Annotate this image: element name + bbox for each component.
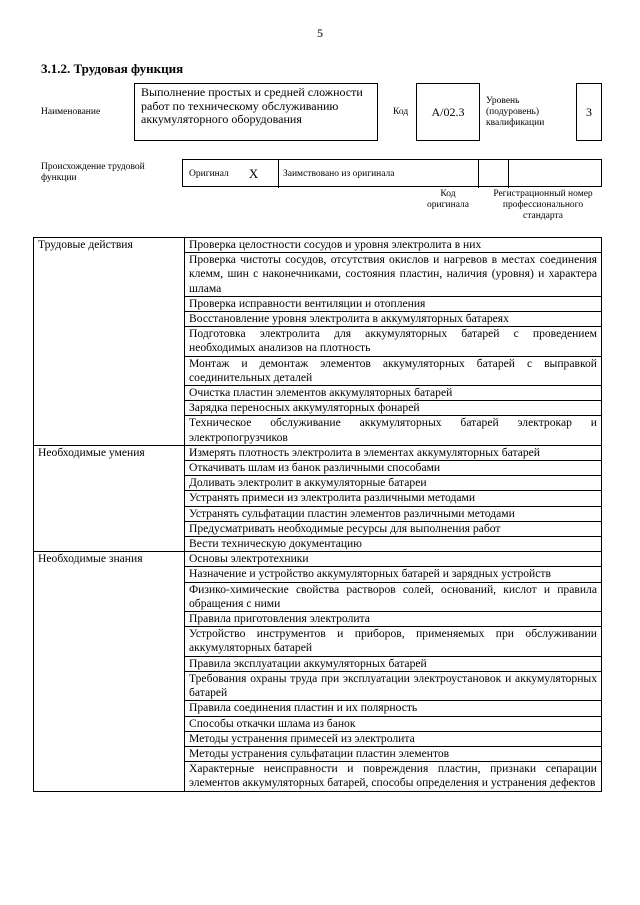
origin-row xyxy=(182,159,602,187)
origin-original-label: Оригинал xyxy=(189,169,229,179)
item-cell: Восстановление уровня электролита в аккумуляторных батареях xyxy=(185,312,602,327)
name-label: Наименование xyxy=(41,107,101,117)
item-cell: Назначение и устройство аккумуляторных батарей и зарядных устройств xyxy=(185,567,602,582)
origin-code-cell xyxy=(479,160,509,188)
code-value-box xyxy=(416,83,480,141)
item-cell: Основы электротехники xyxy=(185,552,602,567)
section-heading: 3.1.2. Трудовая функция xyxy=(41,61,184,76)
item-cell: Проверка целостности сосудов и уровня электролита в них xyxy=(185,238,602,253)
origin-label: Происхождение трудовой функции xyxy=(41,162,145,183)
item-cell: Очистка пластин элементов аккумуляторных батарей xyxy=(185,386,602,401)
item-cell: Устранять сульфатации пластин элементов различными методами xyxy=(185,506,602,521)
table-row xyxy=(34,552,602,567)
item-cell: Устранять примеси из электролита различными методами xyxy=(185,491,602,506)
level-label: Уровень (подуровень) квалификации xyxy=(486,96,545,128)
category-cell: Необходимые знания xyxy=(34,552,185,791)
origin-mark: X xyxy=(248,166,259,181)
table-row xyxy=(34,238,602,253)
item-cell: Вести техническую документацию xyxy=(185,537,602,552)
item-cell: Техническое обслуживание аккумуляторных батарей электрокар и электропогрузчиков xyxy=(185,416,602,445)
item-cell: Подготовка электролита для аккумуляторных батарей с проведением необходимых анализов на плотность xyxy=(185,327,602,356)
item-cell: Физико-химические свойства растворов солей, оснований, кислот и правила обращения с ними xyxy=(185,582,602,611)
page-number: 5 xyxy=(317,26,323,40)
item-cell: Откачивать шлам из банок различными способами xyxy=(185,461,602,476)
item-cell: Методы устранения сульфатации пластин элементов xyxy=(185,746,602,761)
item-cell: Правила эксплуатации аккумуляторных батарей xyxy=(185,656,602,671)
origin-code-caption: Код оригинала xyxy=(427,189,469,210)
item-cell: Характерные неисправности и повреждения пластин, признаки сепарации элементов аккумуляторных батарей, способы определения и устранения дефектов xyxy=(185,762,602,791)
item-cell: Проверка чистоты сосудов, отсутствия окислов и нагревов в местах соединения клемм, шин с наконечниками, состояния пластин, наличия (уровня) и характера шлама xyxy=(185,253,602,297)
item-cell: Способы откачки шлама из банок xyxy=(185,716,602,731)
labor-function-table xyxy=(33,237,602,792)
item-cell: Зарядка переносных аккумуляторных фонарей xyxy=(185,401,602,416)
item-cell: Измерять плотность электролита в элементах аккумуляторных батарей xyxy=(185,445,602,460)
item-cell: Монтаж и демонтаж элементов аккумуляторных батарей с выправкой соединительных деталей xyxy=(185,356,602,385)
level-value-box xyxy=(576,83,602,141)
name-value-box xyxy=(134,83,378,141)
name-value: Выполнение простых и средней сложности работ по техническому обслуживанию аккумуляторного оборудования xyxy=(141,85,363,126)
origin-original-cell xyxy=(183,160,279,188)
origin-reg-cell xyxy=(509,160,603,188)
item-cell: Доливать электролит в аккумуляторные батареи xyxy=(185,476,602,491)
item-cell: Предусматривать необходимые ресурсы для выполнения работ xyxy=(185,521,602,536)
item-cell: Устройство инструментов и приборов, применяемых при обслуживании аккумуляторных батарей xyxy=(185,627,602,656)
table-row xyxy=(34,445,602,460)
origin-borrowed-cell xyxy=(279,160,479,188)
origin-reg-caption: Регистрационный номер профессионального стандарта xyxy=(493,189,593,221)
item-cell: Правила соединения пластин и их полярность xyxy=(185,701,602,716)
category-cell: Трудовые действия xyxy=(34,238,185,446)
item-cell: Правила приготовления электролита xyxy=(185,612,602,627)
category-cell: Необходимые умения xyxy=(34,445,185,551)
code-label: Код xyxy=(393,107,409,117)
level-value: 3 xyxy=(586,104,592,119)
origin-borrowed-label: Заимствовано из оригинала xyxy=(283,169,395,179)
item-cell: Требования охраны труда при эксплуатации электроустановок и аккумуляторных батарей xyxy=(185,671,602,700)
code-value: A/02.3 xyxy=(431,104,465,119)
item-cell: Методы устранения примесей из электролита xyxy=(185,731,602,746)
item-cell: Проверка исправности вентиляции и отопления xyxy=(185,296,602,311)
